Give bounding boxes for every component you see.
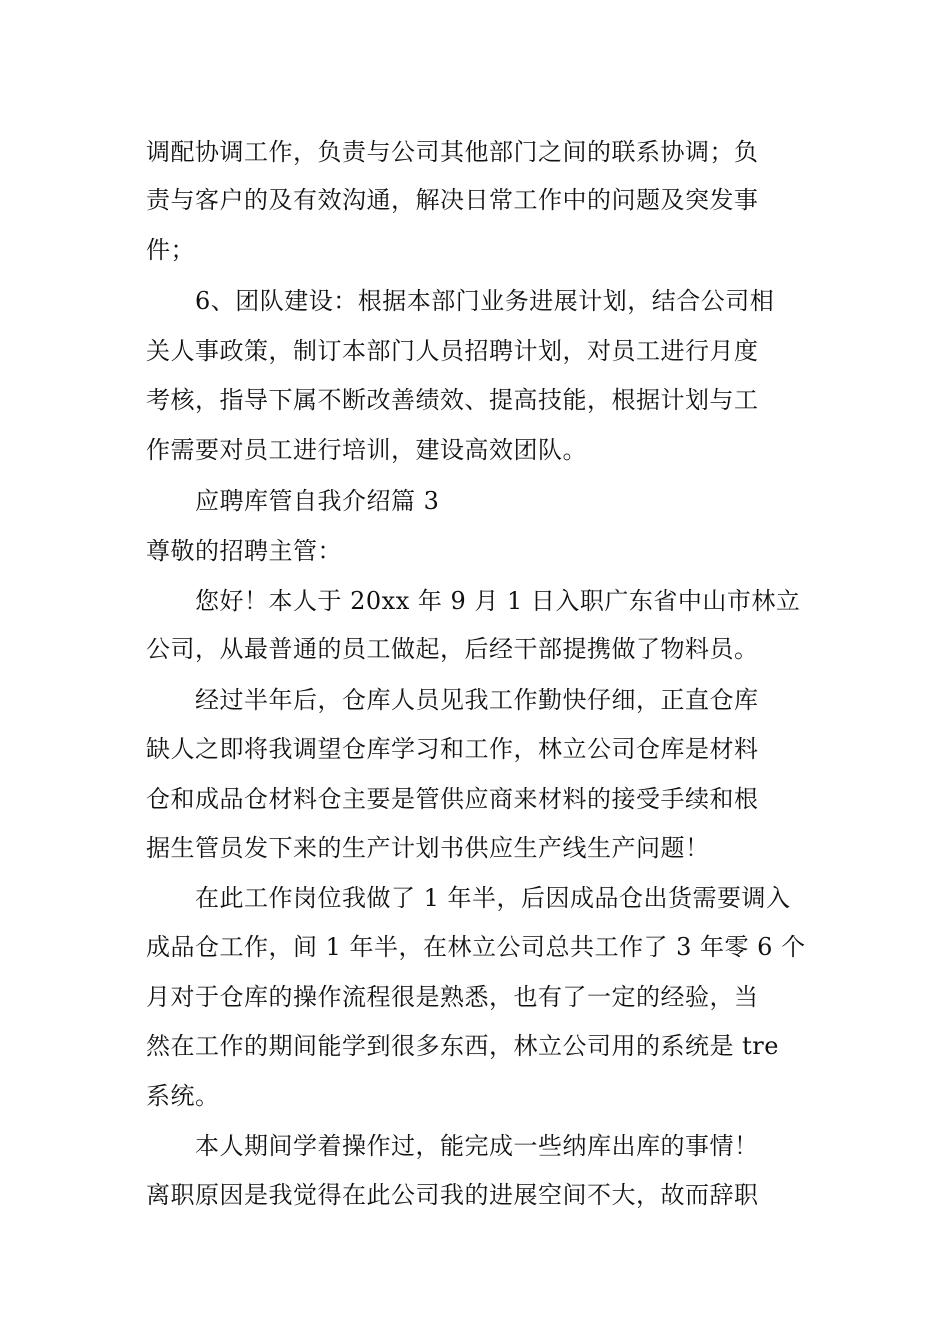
text-line-7: 作需要对员工进行培训，建设高效团队。 — [146, 436, 587, 464]
text-line-10: 您好！本人于 20xx 年 9 月 1 日入职广东省中山市林立 — [195, 587, 801, 615]
text-line-14: 仓和成品仓材料仓主要是管供应商来材料的接受手续和根 — [146, 785, 759, 813]
text-line-11: 公司，从最普通的员工做起，后经干部提携做了物料员。 — [146, 635, 759, 663]
text-line-1: 调配协调工作，负责与公司其他部门之间的联系协调；负 — [146, 138, 759, 166]
text-line-2: 责与客户的及有效沟通，解决日常工作中的问题及突发事 — [146, 186, 759, 214]
text-line-6: 考核，指导下属不断改善绩效、提高技能，根据计划与工 — [146, 386, 759, 414]
text-line-17: 成品仓工作，间 1 年半，在林立公司总共工作了 3 年零 6 个 — [146, 933, 806, 961]
text-line-16: 在此工作岗位我做了 1 年半，后因成品仓出货需要调入 — [195, 884, 791, 912]
text-line-12: 经过半年后，仓库人员见我工作勤快仔细，正直仓库 — [195, 686, 759, 714]
section-heading: 应聘库管自我介绍篇 3 — [195, 487, 440, 515]
text-line-15: 据生管员发下来的生产计划书供应生产线生产问题！ — [146, 834, 710, 862]
text-line-21: 本人期间学着操作过，能完成一些纳库出库的事情！ — [195, 1132, 759, 1160]
text-line-19: 然在工作的期间能学到很多东西，林立公司用的系统是 tre — [146, 1032, 779, 1060]
text-line-4: 6、团队建设：根据本部门业务进展计划，结合公司相 — [195, 287, 775, 315]
text-line-5: 关人事政策，制订本部门人员招聘计划，对员工进行月度 — [146, 337, 759, 365]
text-line-18: 月对于仓库的操作流程很是熟悉，也有了一定的经验，当 — [146, 983, 759, 1011]
text-line-20: 系统。 — [146, 1082, 220, 1110]
salutation: 尊敬的招聘主管： — [146, 537, 342, 565]
text-line-3: 件； — [146, 236, 195, 264]
text-line-13: 缺人之即将我调望仓库学习和工作，林立公司仓库是材料 — [146, 735, 759, 763]
text-line-22: 离职原因是我觉得在此公司我的进展空间不大，故而辞职 — [146, 1181, 759, 1209]
